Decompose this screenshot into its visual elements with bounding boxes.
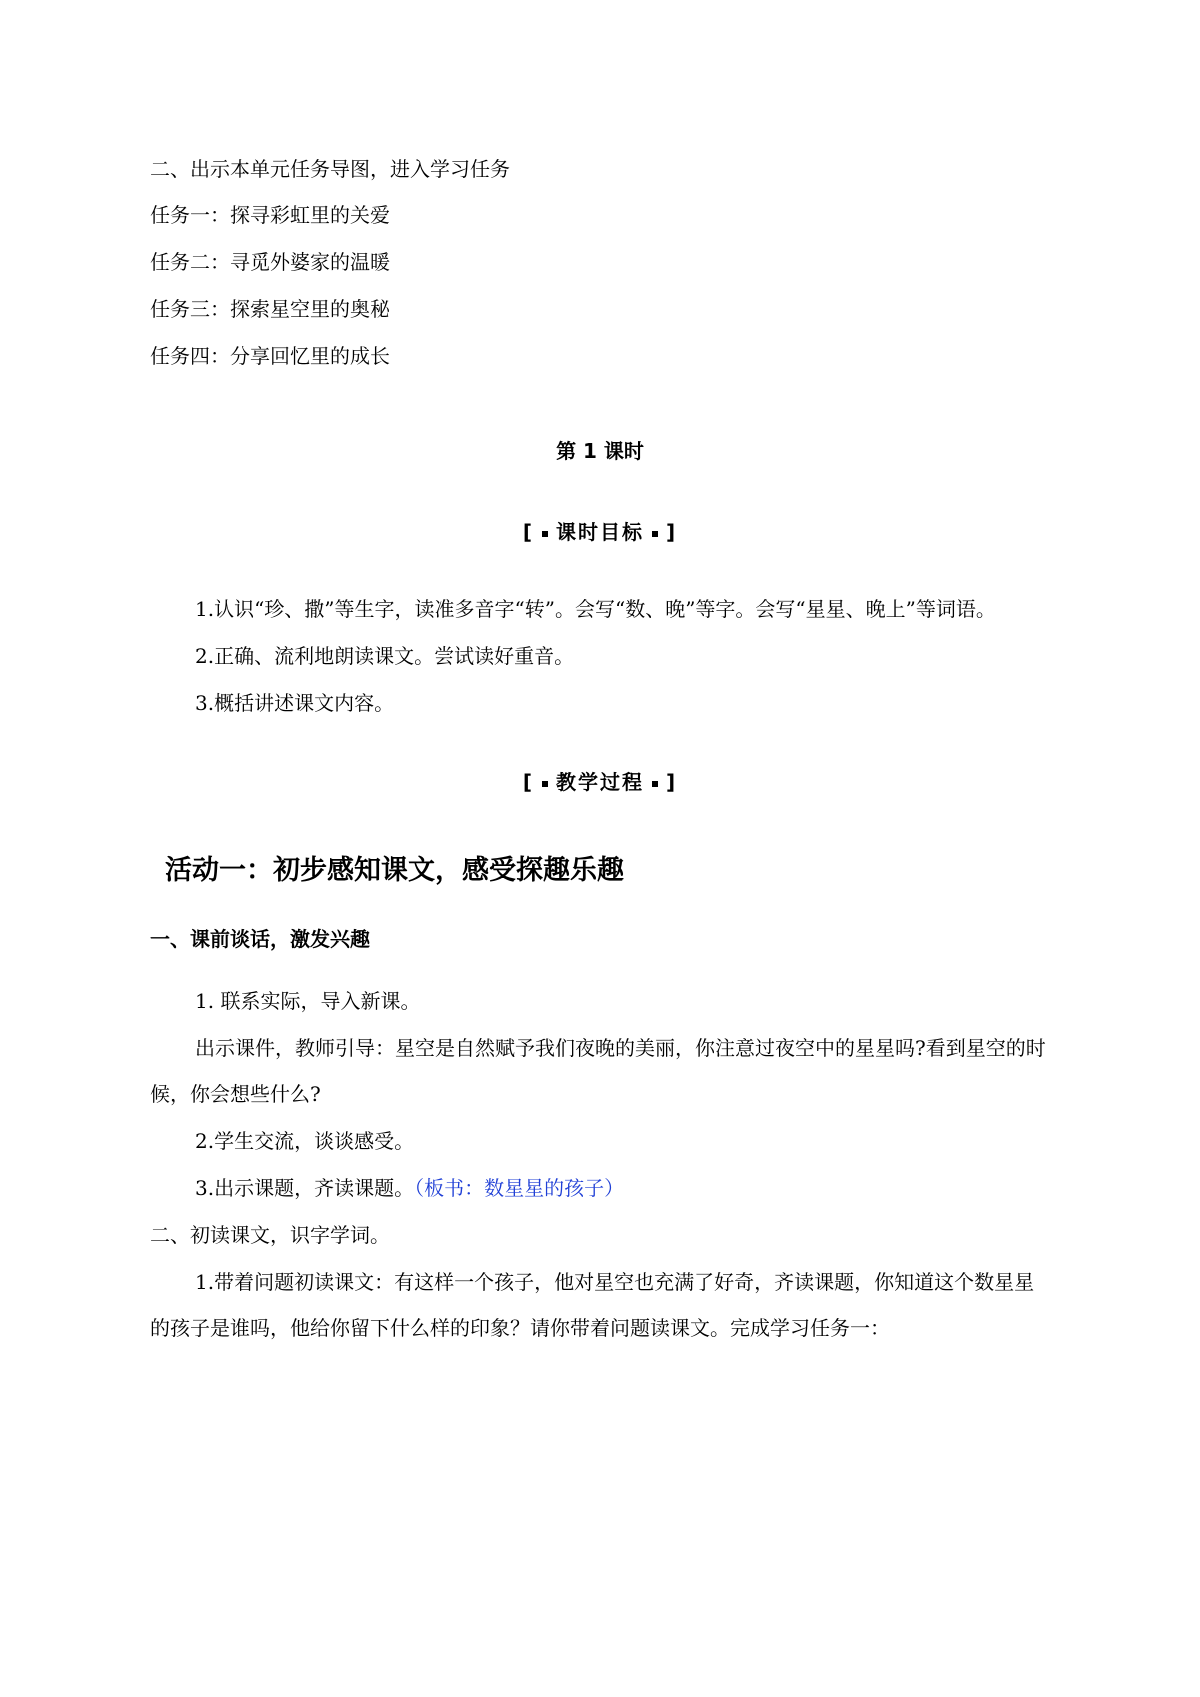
blackboard-note: （板书：数星星的孩子） [414,1176,625,1200]
step-1: 1. 联系实际，导入新课。 [195,989,421,1013]
goal-item-1: 1.认识“珍、撒”等生字，读准多音字“转”。会写“数、晚”等字。会写“星星、晚上”等词语。 [195,597,996,621]
task-item-2: 任务二：寻觅外婆家的温暖 [150,250,390,274]
section-heading: 二、出示本单元任务导图，进入学习任务 [150,157,510,181]
goals-heading-text: 课时目标 [556,520,644,544]
step-3 [195,1174,624,1202]
square-bullet-icon [652,531,658,537]
lesson-title: 第 1 课时 [556,439,644,463]
task-item-3: 任务三：探索星空里的奥秘 [150,297,390,321]
task-item-1: 任务一：探寻彩虹里的关爱 [150,203,390,227]
process-heading: [ 教学过程 ] [522,770,678,794]
step-2: 2.学生交流，谈谈感受。 [195,1129,415,1153]
paragraph-line-1: 出示课件，教师引导：星空是自然赋予我们夜晚的美丽，你注意过夜空中的星星吗?看到星空的时 [195,1036,1046,1060]
goal-item-3: 3.概括讲述课文内容。 [195,691,395,715]
task-item-4: 任务四：分享回忆里的成长 [150,344,390,368]
square-bullet-icon [542,531,548,537]
part-two-line-2: 的孩子是谁吗，他给你留下什么样的印象？请你带着问题读课文。完成学习任务一： [150,1316,890,1340]
square-bullet-icon [542,781,548,787]
paragraph-line-2: 候，你会想些什么? [150,1082,321,1106]
activity-title: 活动一：初步感知课文，感受探趣乐趣 [165,855,624,886]
square-bullet-icon [652,781,658,787]
part-two-heading: 二、初读课文，识字学词。 [150,1223,390,1247]
process-heading-text: 教学过程 [556,770,644,794]
step-3-text: 3.出示课题，齐读课题。 [195,1176,415,1200]
part-one-heading: 一、课前谈话，激发兴趣 [150,927,370,951]
part-two-line-1: 1.带着问题初读课文：有这样一个孩子，他对星空也充满了好奇，齐读课题，你知道这个数星星 [195,1270,1035,1294]
goals-heading: [ 课时目标 ] [522,520,678,544]
goal-item-2: 2.正确、流利地朗读课文。尝试读好重音。 [195,644,575,668]
